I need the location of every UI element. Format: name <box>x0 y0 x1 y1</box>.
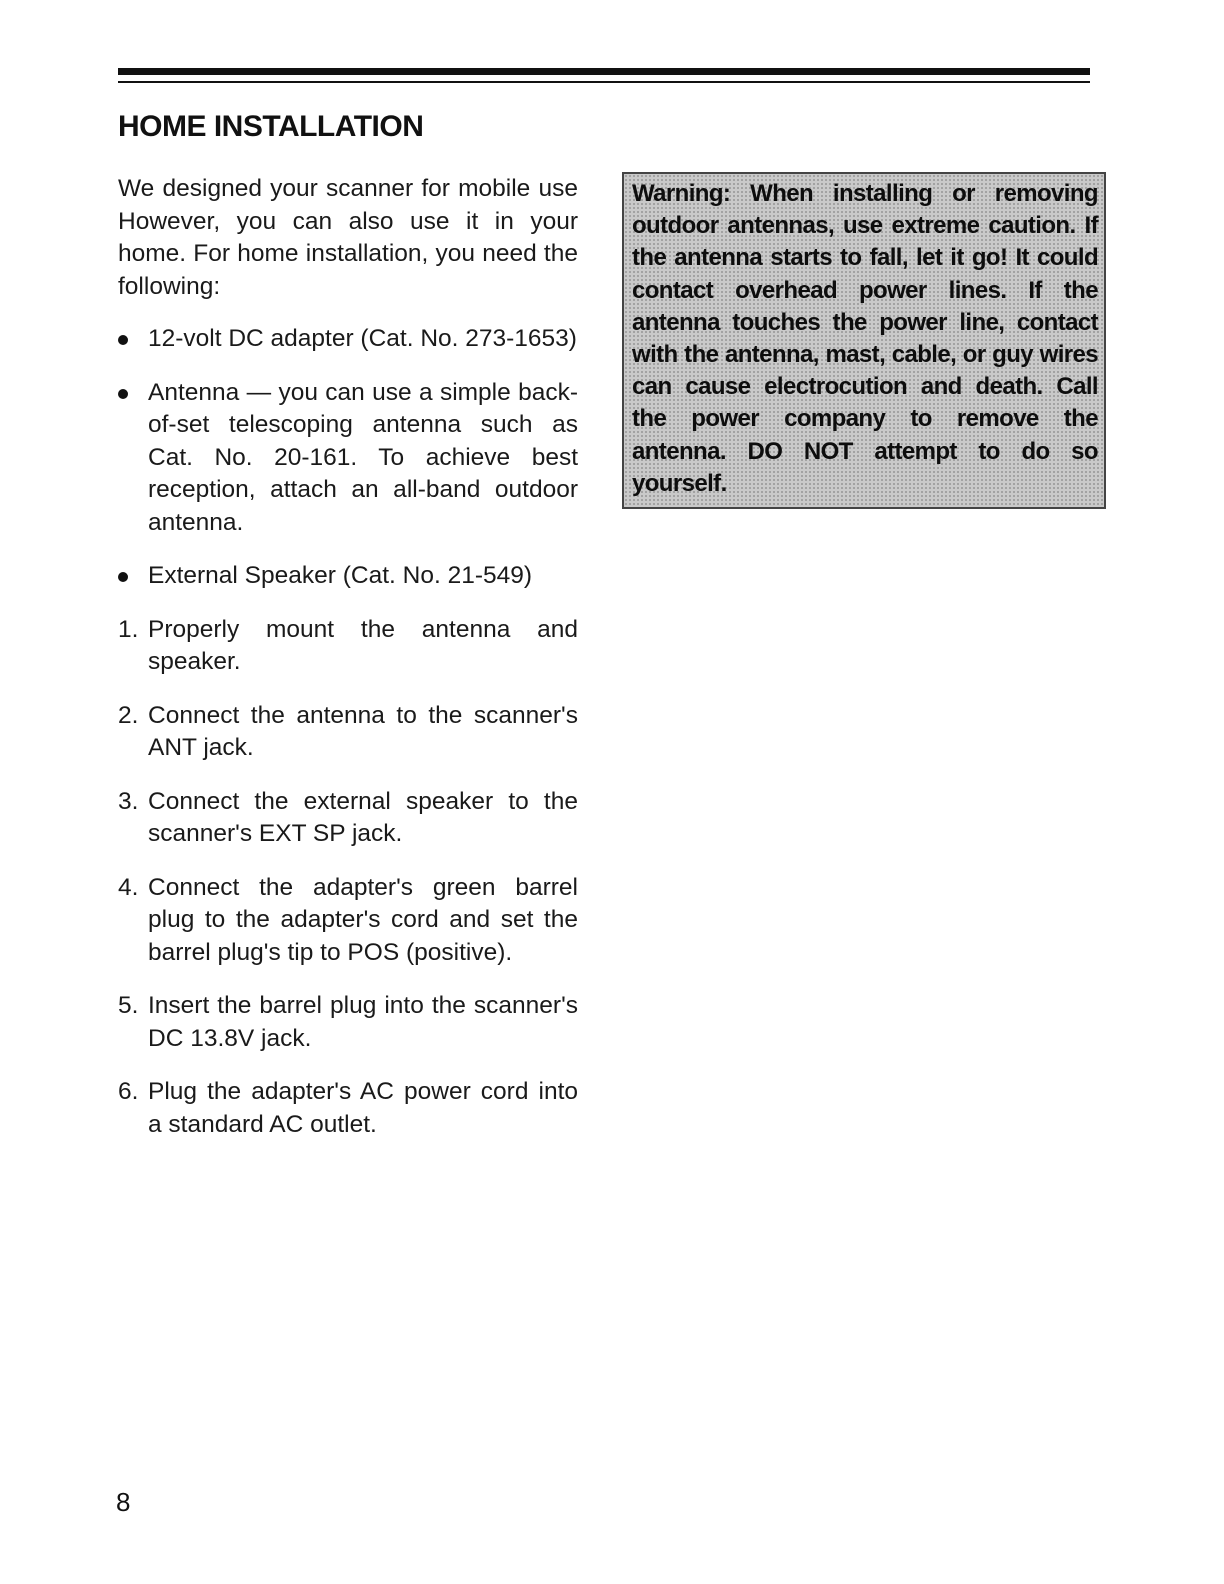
bullet-text: 12-volt DC adapter (Cat. No. 273-1653) <box>148 325 577 352</box>
warning-text: Warning: When installing or removing outdoor antennas, use extreme caution. If the antenna starts to fall, let it go! It could contact overhead power lines. If the antenna touches the power line, contact with the antenna, mast, cable, or guy wires can cause electrocution and death. Call the power company to remove the antenna. DO NOT attempt to do so yourself. <box>632 180 1098 497</box>
step-number: 2. <box>118 701 139 729</box>
list-item <box>118 377 578 540</box>
step-text: Insert the barrel plug into the scanner's DC 13.8V jack. <box>148 992 578 1052</box>
list-item <box>118 323 578 356</box>
top-rule-thin <box>118 81 1090 83</box>
page-number: 8 <box>116 1487 131 1517</box>
bullet-text: Antenna — you can use a simple back-of-set telescoping antenna such as Cat. No. 20-161. To achieve best reception, attach an all-band outdoor antenna. <box>148 378 578 536</box>
step-number: 3. <box>118 787 139 815</box>
step-number: 6. <box>118 1078 139 1105</box>
bullet-icon <box>118 572 128 582</box>
step-item <box>118 872 578 970</box>
bullet-icon <box>118 389 128 399</box>
step-item <box>118 700 578 765</box>
step-item <box>118 990 578 1055</box>
top-rule-thick <box>118 68 1090 75</box>
bullet-icon <box>118 335 128 345</box>
step-number: 1. <box>118 615 139 643</box>
warning-box <box>622 172 1106 509</box>
step-item <box>118 1076 578 1141</box>
installation-steps <box>118 614 578 1142</box>
step-text: Properly mount the antenna and speaker. <box>148 615 578 675</box>
requirements-list <box>118 323 578 593</box>
main-column <box>118 173 578 1162</box>
intro-paragraph: We designed your scanner for mobile use However, you can also use it in your home. For home installation, you need the following: <box>118 175 578 300</box>
bullet-text: External Speaker (Cat. No. 21-549) <box>148 562 533 589</box>
step-text: Plug the adapter's AC power cord into a standard AC outlet. <box>148 1078 578 1138</box>
step-text: Connect the adapter's green barrel plug to the adapter's cord and set the barrel plug's tip to POS (positive). <box>148 873 578 966</box>
section-heading: HOME INSTALLATION <box>118 110 424 143</box>
list-item <box>118 560 578 593</box>
step-text: Connect the external speaker to the scanner's EXT SP jack. <box>148 787 578 847</box>
step-item <box>118 786 578 851</box>
step-number: 5. <box>118 992 139 1019</box>
step-item <box>118 614 578 679</box>
step-text: Connect the antenna to the scanner's ANT jack. <box>148 701 578 761</box>
step-number: 4. <box>118 873 139 901</box>
